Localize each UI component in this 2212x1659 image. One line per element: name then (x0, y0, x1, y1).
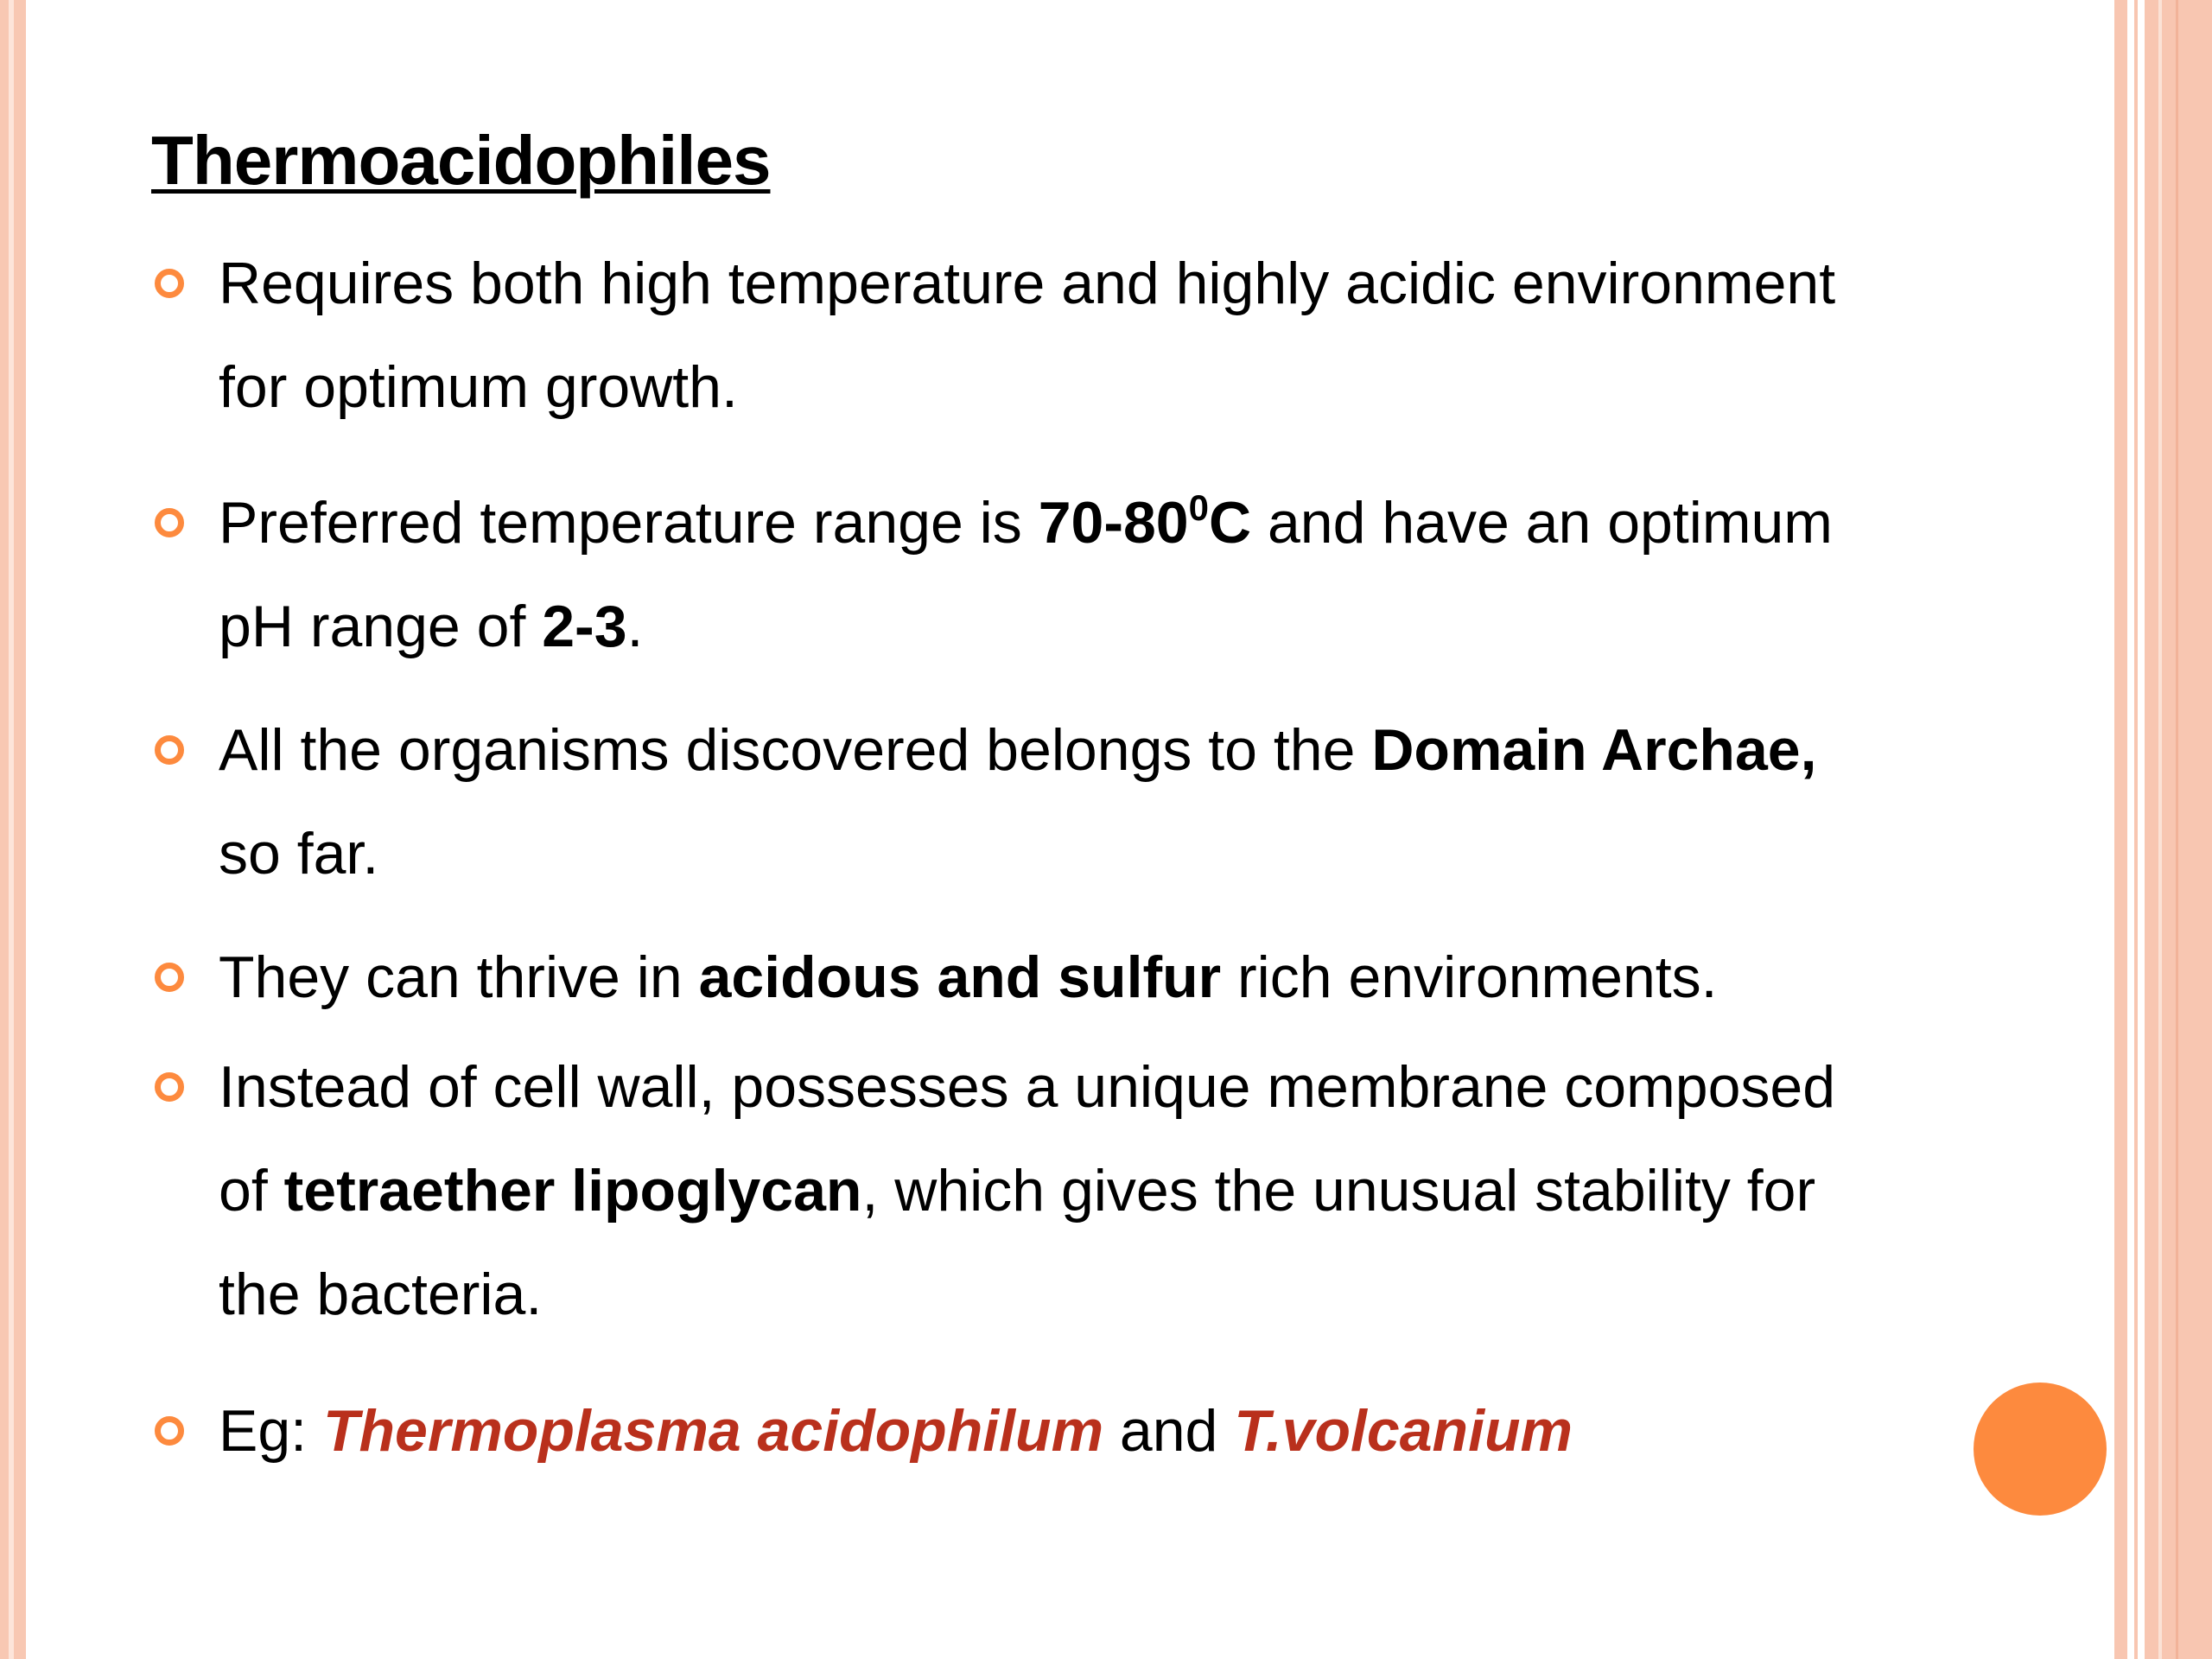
right-band-line (2134, 0, 2138, 1659)
membrane-term: tetraether lipoglycan (283, 1158, 862, 1224)
bullet-line (219, 471, 1948, 575)
text-run: They can thrive in (219, 944, 699, 1010)
bullet-line (219, 575, 1948, 678)
circle-bullet-icon (155, 735, 184, 765)
circle-bullet-icon (155, 963, 184, 992)
bullet-growth-requirements (151, 232, 1948, 439)
degree-superscript: 0 (1188, 487, 1209, 528)
species-name: Thermoplasma acidophilum (322, 1398, 1104, 1464)
domain-name: Domain Archae, (1371, 717, 1817, 783)
text-run: pH range of (219, 594, 543, 659)
bullet-line (219, 925, 1948, 1029)
bullet-line: the bacteria. (219, 1262, 543, 1327)
text-run: All the organisms discovered belongs to the (219, 717, 1372, 783)
ph-value: 2-3 (542, 594, 627, 659)
bullet-list (151, 232, 1948, 1483)
circle-bullet-icon (155, 1072, 184, 1102)
text-run: Eg: (219, 1398, 323, 1464)
circle-bullet-icon (155, 269, 184, 298)
bullet-domain (151, 698, 1948, 906)
text-run: Preferred temperature range is (219, 490, 1039, 556)
bullet-line: so far. (219, 821, 379, 887)
bullet-line: for optimum growth. (219, 354, 738, 420)
temperature-value: 70-80 (1038, 490, 1189, 556)
text-run: and have an optimum (1251, 490, 1833, 556)
bullet-examples (151, 1379, 1948, 1483)
right-band-stripe (2158, 0, 2162, 1659)
slide-title: Thermoacidophiles (151, 122, 771, 199)
decorative-circle (1974, 1382, 2107, 1516)
species-name: T.volcanium (1234, 1398, 1573, 1464)
text-run: . (626, 594, 644, 659)
bullet-line: Instead of cell wall, possesses a unique membrane composed (219, 1054, 1836, 1120)
bullet-line: Requires both high temperature and highly acidic environment (219, 251, 1836, 316)
left-border-stripe (9, 0, 14, 1659)
text-run: rich environments. (1221, 944, 1718, 1010)
text-run: and (1103, 1398, 1235, 1464)
bullet-environment (151, 925, 1948, 1029)
bullet-line (219, 698, 1948, 802)
temperature-unit: C (1208, 490, 1252, 556)
bullet-membrane (151, 1035, 1948, 1346)
text-run: , which gives the unusual stability for (861, 1158, 1816, 1224)
text-run: of (219, 1158, 284, 1224)
circle-bullet-icon (155, 1416, 184, 1446)
environment-emphasis: acidous and sulfur (698, 944, 1222, 1010)
bullet-line (219, 1379, 1948, 1483)
bullet-temperature-range (151, 471, 1948, 678)
circle-bullet-icon (155, 508, 184, 537)
bullet-line (219, 1139, 1948, 1243)
right-band-stripe-dark (2176, 0, 2178, 1659)
